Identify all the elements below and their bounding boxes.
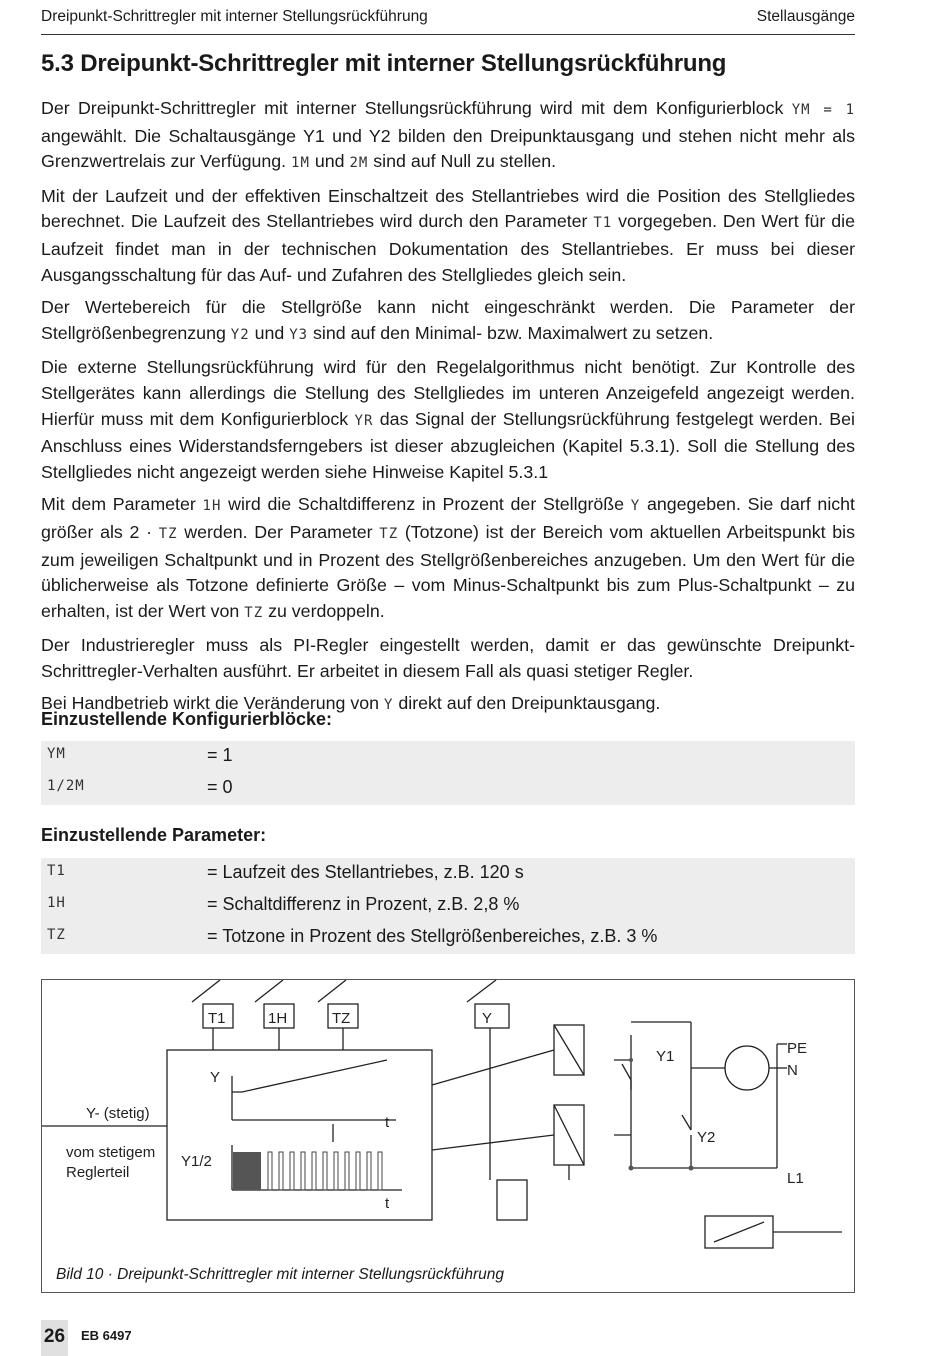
circuit-figure <box>41 979 855 1293</box>
lcd-code: TZ <box>244 604 264 621</box>
label-y2: Y2 <box>697 1129 716 1146</box>
label-y: Y <box>210 1069 221 1086</box>
paragraph-1: Der Dreipunkt-Schrittregler mit interner Stellungsrückführung wird mit dem Konfigurierblock YM = 1 angewählt. Die Schaltausgänge Y1 und Y2 bilden den Dreipunktausgang und stehen nicht mehr als Grenzwertrelais zur Verfügung. 1M und 2M sind auf Null zu stellen. <box>41 98 856 172</box>
paragraph-4: Die externe Stellungsrückführung wird für den Regelalgorithmus nicht benötigt. Zur Kontrolle des Stellgerätes kann allerdings die Stellung des Stellgliedes im unteren Anzeigefeld angezeigt werden. Hierfür muss mit dem Konfigurierblock YR das Signal der Stellungsrückführung festgelegt werden. Bei Anschluss eines Widerstandsferngebers ist dieser abzugleichen (Kapitel 5.3.1). Soll die Stellung des Stellgliedes nicht angezeigt werden siehe Hinweise Kapitel 5.3.1 <box>41 357 855 482</box>
paragraph-3: Der Wertebereich für die Stellgröße kann nicht eingeschränkt werden. Die Parameter der Stellgrößenbegrenzung Y2 und Y3 sind auf den Minimal- bzw. Maximalwert zu setzen. <box>41 297 855 343</box>
lcd-code: 2M <box>349 155 369 172</box>
page-number: 26 <box>41 1320 68 1356</box>
param-row: T1 = Laufzeit des Stellantriebes, z.B. 120 s <box>47 862 524 882</box>
pulse-bar <box>233 1152 261 1190</box>
param-row: TZ = Totzone in Prozent des Stellgrößenbereiches, z.B. 3 % <box>47 926 658 946</box>
lcd-code: 1H <box>202 498 222 515</box>
paragraph-5: Mit dem Parameter 1H wird die Schaltdifferenz in Prozent der Stellgröße Y angegeben. Sie darf nicht größer als 2 · TZ werden. Der Parameter TZ (Totzone) ist der Bereich vom aktuellen Arbeitspunkt bis zum jeweiligen Schaltpunkt und in Prozent des Stellgrößenbereiches anzugeben. Um den Wert für die üblicherweise als Totzone definierte Größe – vom Minus-Schaltpunkt bis zum Plus-Schaltpunkt – zu erhalten, ist der Wert von TZ zu verdoppeln. <box>41 494 855 621</box>
lcd-code: Y <box>384 697 394 714</box>
label-1h: 1H <box>268 1010 288 1027</box>
label-n: N <box>787 1062 798 1079</box>
lcd-code: YR <box>354 412 374 429</box>
config-table <box>41 741 855 805</box>
label-l1: L1 <box>787 1170 804 1187</box>
section-title: 5.3 Dreipunkt-Schrittregler mit interner Stellungsrückführung <box>41 50 727 77</box>
paragraph-7: Bei Handbetrieb wirkt die Veränderung von Y direkt auf den Dreipunktausgang. <box>41 693 661 714</box>
label-t1: T1 <box>208 1010 226 1027</box>
label-pe: PE <box>787 1040 808 1057</box>
running-header <box>41 8 855 35</box>
label-y1: Y1 <box>656 1048 675 1065</box>
label-vom: vom stetigem <box>66 1144 156 1161</box>
lcd-code: T1 <box>593 215 613 232</box>
params-heading: Einzustellende Parameter: <box>41 825 267 845</box>
label-t-upper: t <box>385 1114 390 1131</box>
paragraph-2: Mit der Laufzeit und der effektiven Einschaltzeit des Stellantriebes wird die Position des Stellgliedes berechnet. Die Laufzeit des Stellantriebes wird durch den Parameter T1 vorgegeben. Den Wert für die Laufzeit findet man in der technischen Dokumentation des Stellantriebes. Er muss bei dieser Ausgangsschaltung für das Auf- und Zufahren des Stellgliedes gleich sein. <box>41 185 855 285</box>
lcd-code: Y <box>630 498 641 515</box>
label-reglerteil: Reglerteil <box>66 1164 130 1181</box>
config-heading: Einzustellende Konfigurierblöcke: <box>41 709 333 729</box>
controller-box <box>167 1050 432 1220</box>
config-row: YM = 1 <box>47 745 233 765</box>
params-table <box>41 858 855 954</box>
label-y-stetig: Y- (stetig) <box>86 1105 150 1122</box>
lcd-code: TZ <box>158 525 178 542</box>
label-tz: TZ <box>332 1010 351 1027</box>
body-text <box>41 96 855 726</box>
lcd-code: 1M <box>291 155 310 172</box>
lcd-code: Y2 <box>230 326 250 343</box>
document-id: EB 6497 <box>81 1328 132 1343</box>
config-row: 1/2M = 0 <box>47 777 233 797</box>
motor-symbol <box>725 1046 769 1090</box>
label-t-lower: t <box>385 1195 390 1212</box>
lcd-code: YM = 1 <box>791 102 856 118</box>
circuit-diagram <box>42 980 856 1294</box>
lcd-code: Y3 <box>289 326 309 343</box>
paragraph-6: Der Industrieregler muss als PI-Regler eingestellt werden, damit er das gewünschte Dreipunkt-Schrittregler-Verhalten ausführt. Er arbeitet in diesem Fall als quasi stetiger Regler. <box>41 635 855 681</box>
page-footer <box>41 1320 855 1356</box>
header-right: Stellausgänge <box>756 8 855 25</box>
header-left: Dreipunkt-Schrittregler mit interner Stellungsrückführung <box>41 8 428 25</box>
param-row: 1H = Schaltdifferenz in Prozent, z.B. 2,8 % <box>47 894 520 914</box>
lcd-code: TZ <box>379 525 399 542</box>
label-y12: Y1/2 <box>181 1153 212 1170</box>
position-sensor <box>497 1180 527 1220</box>
label-y-box: Y <box>482 1010 493 1027</box>
figure-caption: Bild 10 · Dreipunkt-Schrittregler mit interner Stellungsrückführung <box>56 1266 504 1283</box>
